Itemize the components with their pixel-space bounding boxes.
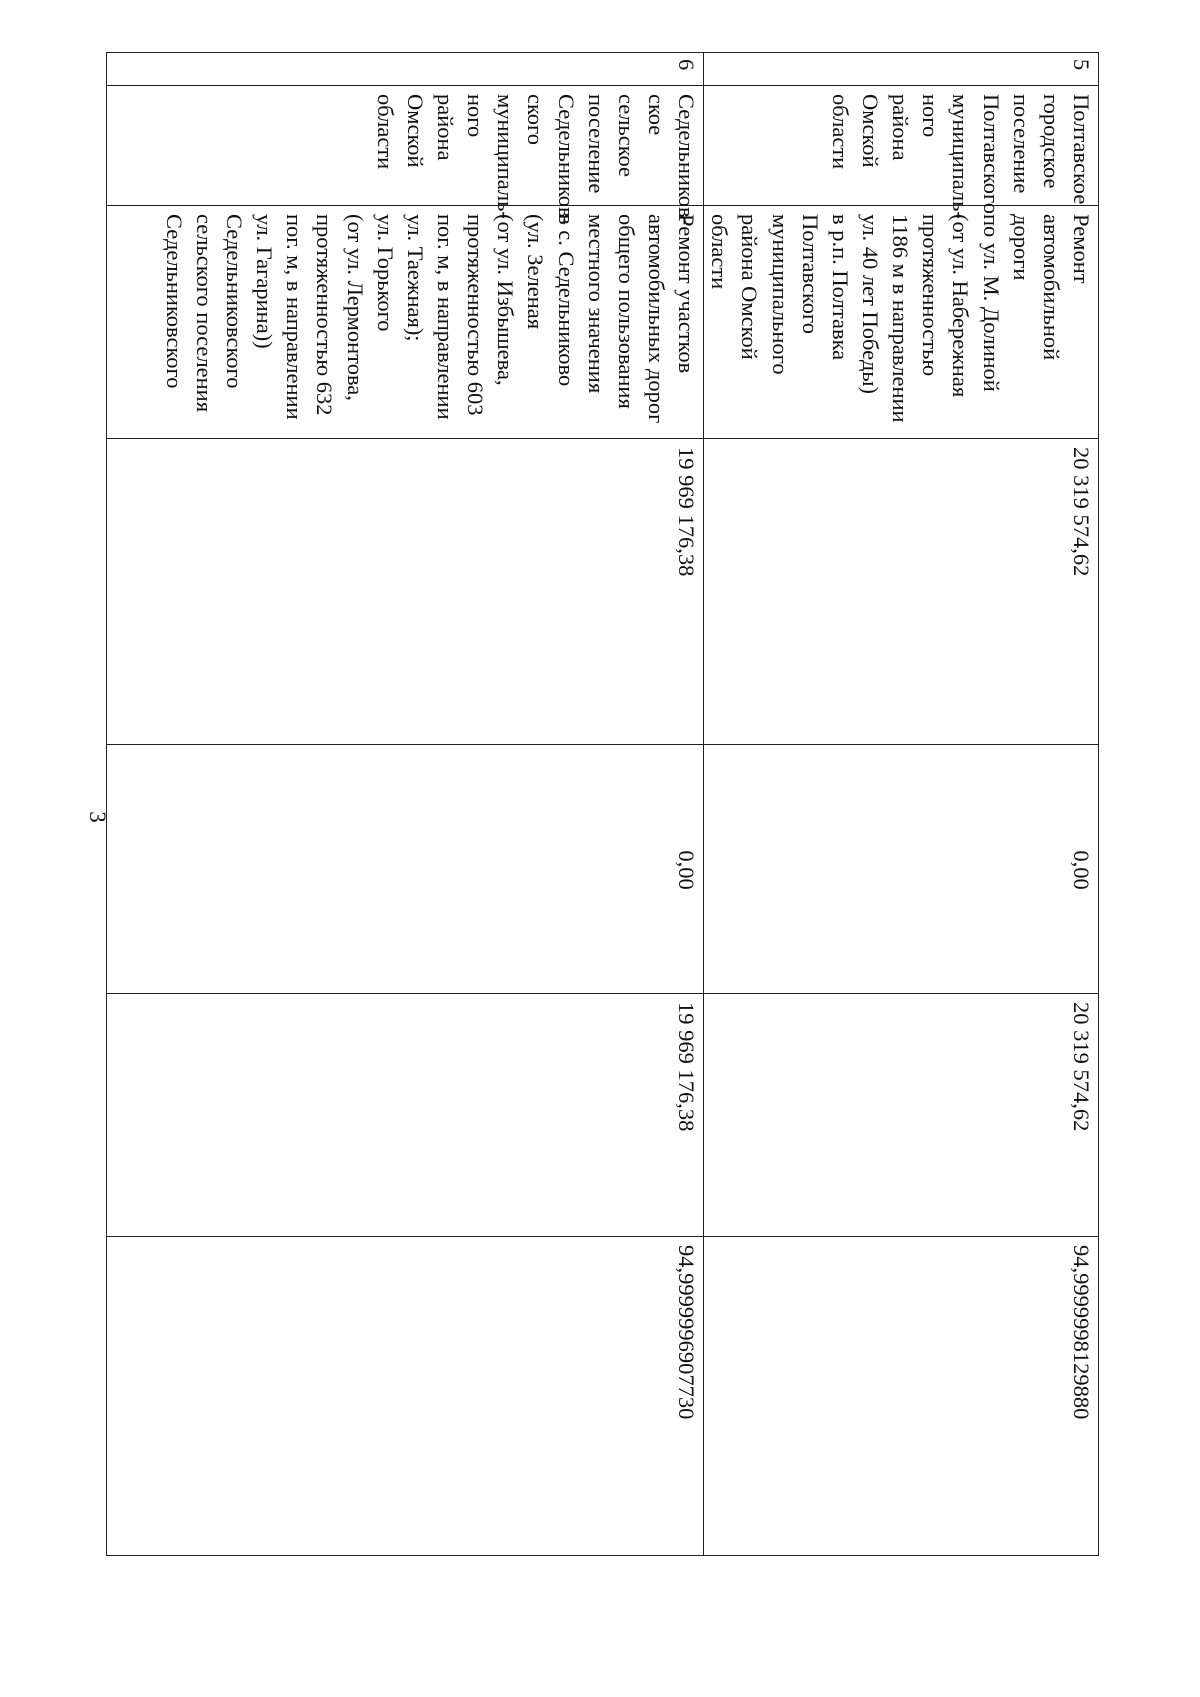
table-row xyxy=(704,53,1099,1556)
percent-cell: 94,9999998129880 xyxy=(704,1237,1099,1556)
municipality-cell: Седельников- ское сельское поселение Седельников- ского муниципаль- ного района Омской области xyxy=(107,86,704,206)
amount-total-cell: 19 969 176,38 xyxy=(107,439,704,745)
amount-total-cell: 20 319 574,62 xyxy=(704,439,1099,745)
percent-cell: 94,9999996907730 xyxy=(107,1237,704,1556)
amount-zero-cell: 0,00 xyxy=(107,745,704,994)
table-container xyxy=(116,52,1099,1555)
row-index: 5 xyxy=(704,53,1099,86)
description-cell: Ремонт автомобильной дороги по ул. М. Долиной (от ул. Набережная протяженностью 1186 м в направлении ул. 40 лет Победы) в р.п. Полтавка Полтавского муниципального района Омской области xyxy=(704,206,1099,439)
description-cell: Ремонт участков автомобильных дорог общего пользования местного значения в с. Седельниково (ул. Зеленая (от ул. Избышева, протяженностью 603 пог. м, в направлении ул. Таежная); ул. Горького (от ул. Лермонтова, протяженностью 632 пог. м, в направлении ул. Гагарина)) Седельниковского сельского поселения Седельниковского xyxy=(107,206,704,439)
amount-zero-cell: 0,00 xyxy=(704,745,1099,994)
row-index: 6 xyxy=(107,53,704,86)
amount-subsidy-cell: 20 319 574,62 xyxy=(704,994,1099,1237)
amount-subsidy-cell: 19 969 176,38 xyxy=(107,994,704,1237)
subsidy-table xyxy=(106,52,1099,1556)
municipality-cell: Полтавское городское поселение Полтавского муниципаль- ного района Омской области xyxy=(704,86,1099,206)
table-row xyxy=(107,53,704,1556)
page-number: 3 xyxy=(85,811,110,823)
